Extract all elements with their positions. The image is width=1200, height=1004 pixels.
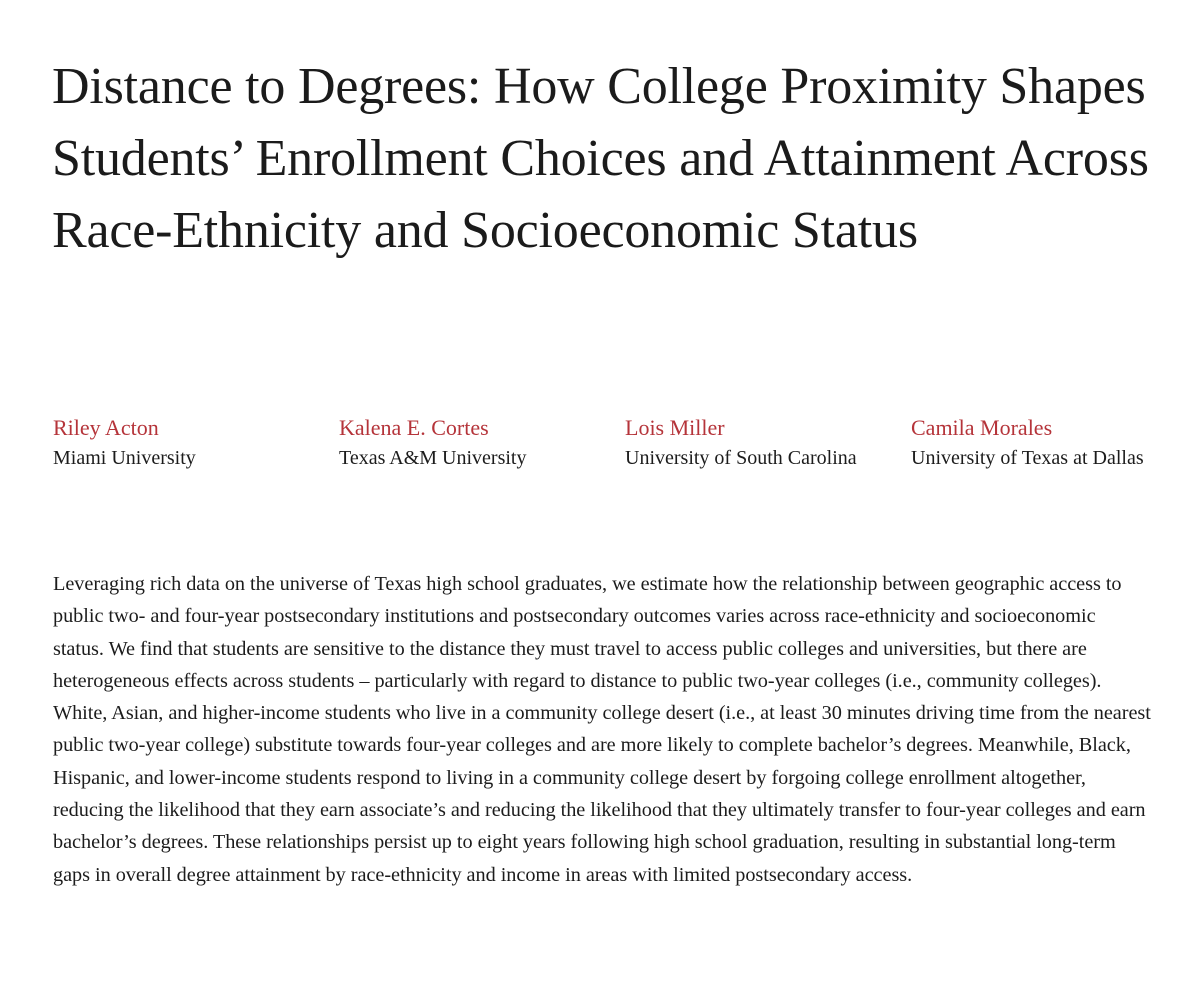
- author-name: Riley Acton: [53, 415, 159, 440]
- author-name: Kalena E. Cortes: [339, 415, 489, 440]
- author-block: [53, 412, 303, 473]
- author-block: [911, 412, 1161, 473]
- author-affiliation: Miami University: [53, 447, 196, 469]
- author-name: Camila Morales: [911, 415, 1053, 440]
- author-affiliation: University of Texas at Dallas: [911, 447, 1144, 469]
- author-block: [339, 412, 589, 473]
- author-affiliation: University of South Carolina: [625, 447, 857, 469]
- author-list: [53, 412, 1173, 522]
- author-affiliation: Texas A&M University: [339, 447, 527, 469]
- paper-title: Distance to Degrees: How College Proximity Shapes Students’ Enrollment Choices and Attainment Across Race-Ethnicity and Socioeconomic Status: [52, 58, 1149, 259]
- abstract-text: Leveraging rich data on the universe of Texas high school graduates, we estimate how the relationship between geographic access to public two- and four-year postsecondary institutions and postsecondary outcomes varies across race-ethnicity and socioeconomic status. We find that students are sensitive to the distance they must travel to access public colleges and universities, but there are heterogeneous effects across students – particularly with regard to distance to public two-year colleges (i.e., community colleges). White, Asian, and higher-income students who live in a community college desert (i.e., at least 30 minutes driving time from the nearest public two-year college) substitute towards four-year colleges and are more likely to complete bachelor’s degrees. Meanwhile, Black, Hispanic, and lower-income students respond to living in a community college desert by forgoing college enrollment altogether, reducing the likelihood that they earn associate’s and reducing the likelihood that they ultimately transfer to four-year colleges and earn bachelor’s degrees. These relationships persist up to eight years following high school graduation, resulting in substantial long-term gaps in overall degree attainment by race-ethnicity and income in areas with limited postsecondary access.: [53, 573, 1151, 886]
- author-block: [625, 412, 875, 473]
- author-name: Lois Miller: [625, 415, 725, 440]
